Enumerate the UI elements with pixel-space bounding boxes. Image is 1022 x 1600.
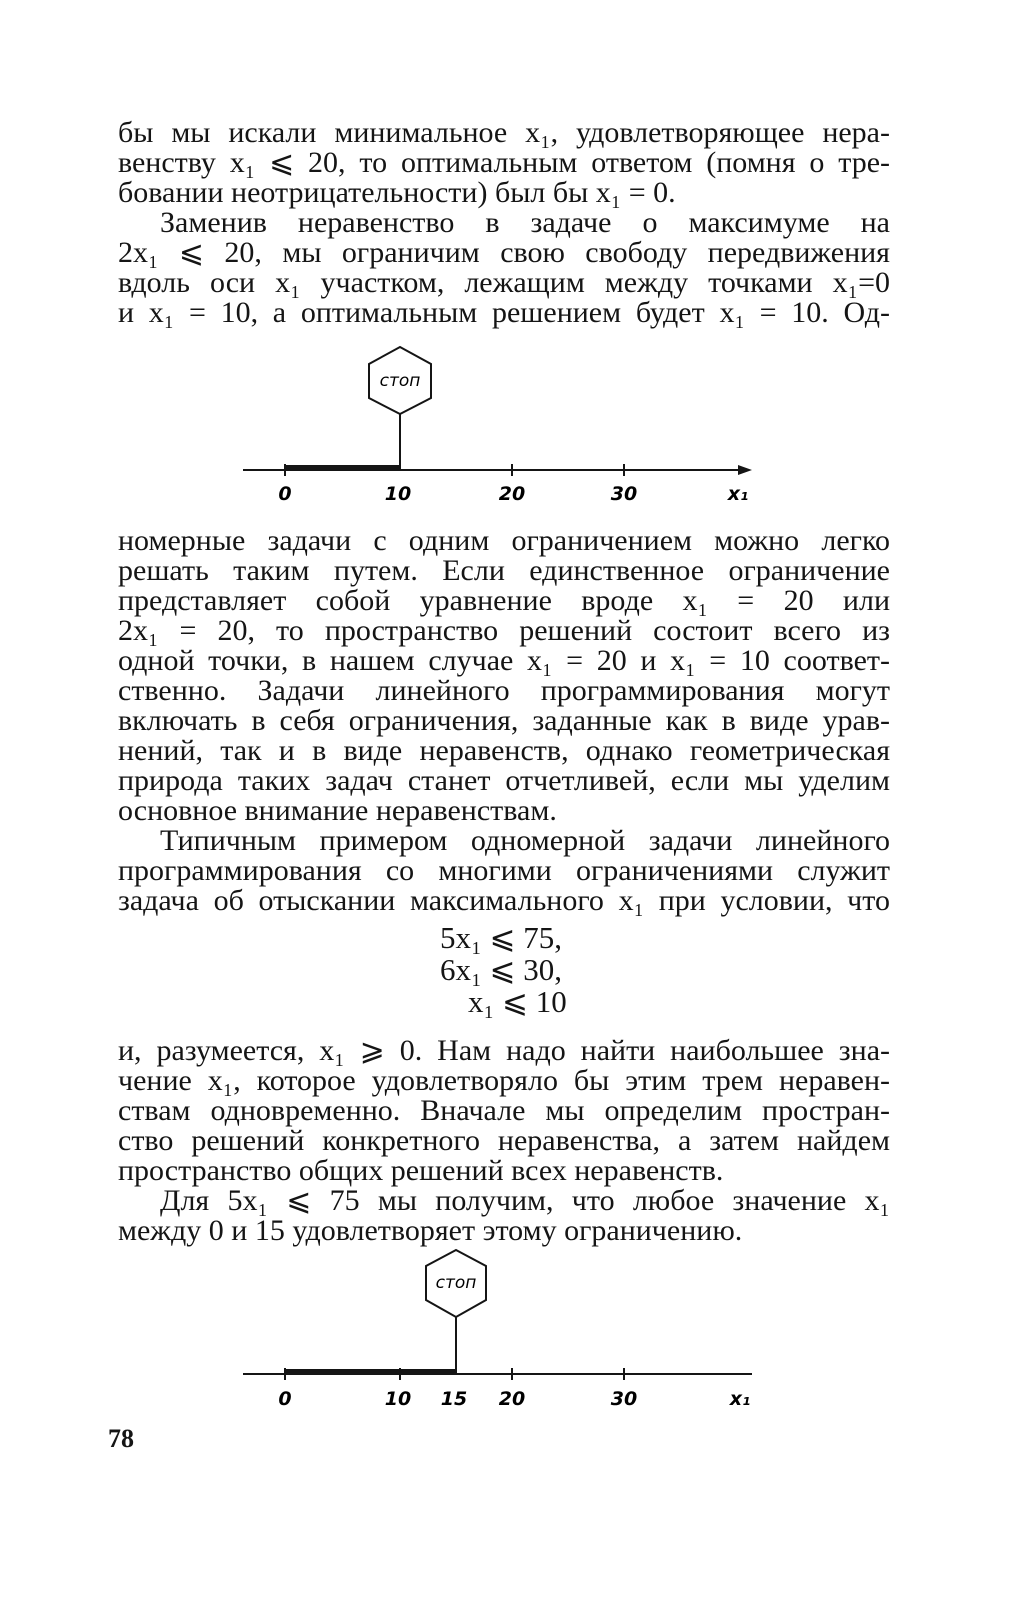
text-line: чение x₁, которое удовлетворяло бы этим трем неравен- [118,1064,890,1097]
text-line: основное внимание неравенствам. [118,794,557,827]
text-line: венству x₁ ⩽ 20, то оптимальным ответом (помня о тре- [118,146,890,179]
text-line: программирования со многими ограничениями служит [118,854,890,887]
tick-label: 10 [384,1388,412,1410]
text-line: пространство общих решений всех неравенств. [118,1154,724,1187]
text-line: представляет собой уравнение вроде x₁ = 20 или [118,584,890,617]
stop-sign-label: стоп [435,1273,477,1293]
tick-label: 0 [278,483,292,505]
equation: 6x₁ ⩽ 30, [440,952,563,987]
text-line: бовании неотрицательности) был бы x₁ = 0. [118,176,676,209]
text-line: и x₁ = 10, а оптимальным решением будет x₁ = 10. Од- [118,296,890,329]
text-line: ство решений конкретного неравенства, а затем найдем [118,1124,890,1157]
tick-label: 30 [610,1388,638,1410]
text-line: между 0 и 15 удовлетворяет этому ограничению. [118,1214,743,1247]
text-line: нений, так и в виде неравенств, однако геометрическая [118,734,890,767]
tick-label: 30 [610,483,638,505]
stop-sign-label: стоп [379,371,421,391]
text-line: решать таким путем. Если единственное ограничение [118,554,890,587]
text-line: ственно. Задачи линейного программирования могут [118,674,890,707]
axis-label: x₁ [729,1388,751,1410]
equation: x₁ ⩽ 10 [468,984,567,1019]
text-line: природа таких задач станет отчетливей, если мы уделим [118,764,890,797]
text-line: ствам одновременно. Вначале мы определим простран- [118,1094,890,1127]
tick-label: 10 [384,483,412,505]
text-line: номерные задачи с одним ограничением можно легко [118,524,890,557]
page-number: 78 [108,1424,134,1453]
tick-label: 15 [440,1388,468,1410]
text-line: бы мы искали минимальное x₁, удовлетворяющее нера- [118,116,890,149]
text-line: Для 5x₁ ⩽ 75 мы получим, что любое значение x₁ [160,1184,890,1217]
tick-label: 0 [278,1388,292,1410]
text-line: и, разумеется, x₁ ⩾ 0. Нам надо найти наибольшее зна- [118,1034,890,1067]
text-line: задача об отыскании максимального x₁ при условии, что [118,884,890,917]
text-line: включать в себя ограничения, заданные как в виде урав- [118,704,890,737]
text-line: Типичным примером одномерной задачи линейного [160,824,890,857]
text-line: Заменив неравенство в задаче о максимуме на [160,206,890,239]
equation: 5x₁ ⩽ 75, [440,920,563,955]
text-line: 2x₁ = 20, то пространство решений состоит всего из [118,614,890,647]
text-line: одной точки, в нашем случае x₁ = 20 и x₁ = 10 соответ- [118,644,890,677]
text-line: вдоль оси x₁ участком, лежащим между точками x₁=0 [118,266,890,299]
axis-label: x₁ [727,483,749,505]
tick-label: 20 [498,483,526,505]
tick-label: 20 [498,1388,526,1410]
text-line: 2x₁ ⩽ 20, мы ограничим свою свободу передвижения [118,236,890,269]
